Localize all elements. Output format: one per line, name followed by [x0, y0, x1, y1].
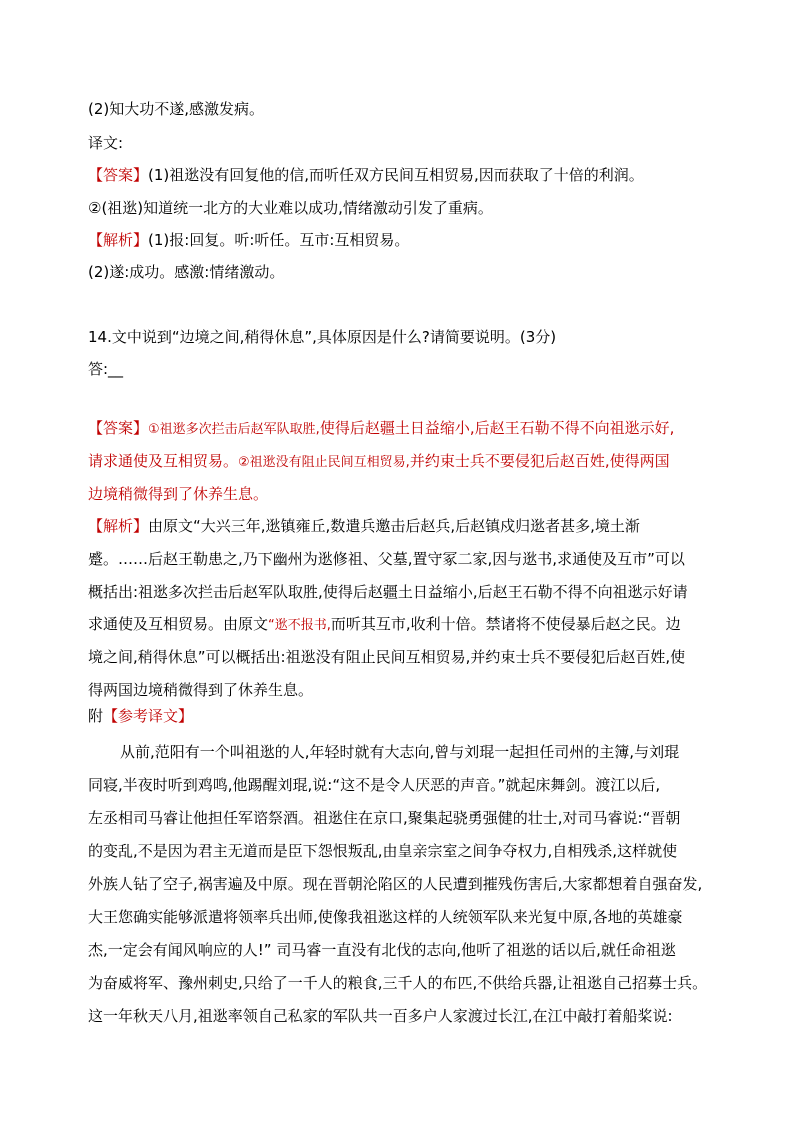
reference-line6: 大王您确实能够派遣将领率兵出师,使像我祖逖这样的人统领军队来光复中原,各地的英雄豪 [88, 908, 683, 926]
answer-14-line3: 边境稍微得到了休养生息。 [88, 485, 269, 503]
analysis-14-line1 [88, 516, 728, 536]
translation-label: 译文: [88, 134, 124, 152]
answer-14-seg2c: 并约束士兵不要侵犯后赵百姓,使得两国 [409, 452, 670, 470]
question-13-part2: (2)知大功不遂,感激发病。 [88, 100, 265, 118]
analysis-14-line3: 概括出:祖逖多次拦击后赵军队取胜,使得后赵疆土日益缩小,后赵王石勒不得不向祖逖示好请 [88, 583, 688, 601]
reference-line5: 外族人钻了空子,祸害遍及中原。现在晋朝沦陷区的人民遭到摧残伤害后,大家都想着自强奋发, [88, 875, 703, 893]
reference-heading [88, 706, 728, 726]
answer-tag: 【答案】 [88, 419, 149, 437]
reference-title: 【参考译文】 [103, 707, 194, 725]
analysis-13-text1: (1)报:回复。听:听任。互市:互相贸易。 [148, 231, 410, 249]
question-14: 14.文中说到“边境之间,稍得休息”,具体原因是什么?请简要说明。(3分) [88, 328, 557, 346]
reference-line1: 从前,范阳有一个叫祖逖的人,年轻时就有大志向,曾与刘琨一起担任司州的主簿,与刘琨 [120, 743, 680, 761]
answer-14-seg1b: 使得后赵疆土日益缩小,后赵王石勒不得不向祖逖示好, [319, 419, 675, 437]
analysis-14-line2: 蹙。……后赵王勒患之,乃下幽州为逖修祖、父墓,置守冢二家,因与逖书,求通使及互市”可以 [88, 550, 685, 568]
reference-line7: 杰,一定会有闻风响应的人!” 司马睿一直没有北伐的志向,他听了祖逖的话以后,就任命祖逖 [88, 941, 676, 959]
reference-line3: 左丞相司马睿让他担任军谘祭酒。祖逖住在京口,聚集起骁勇强健的壮士,对司马睿说:“晋朝 [88, 809, 681, 827]
reference-line2: 同寝,半夜时听到鸡鸣,他踢醒刘琨,说:“这不是令人厌恶的声音。”就起床舞剑。渡江以后, [88, 776, 661, 794]
analysis-13-line1 [88, 230, 728, 250]
answer-13-line2: ②(祖逖)知道统一北方的大业难以成功,情绪激动引发了重病。 [88, 199, 493, 217]
answer-14-line1 [88, 418, 728, 440]
analysis-tag: 【解析】 [88, 517, 149, 535]
analysis-14-line5: 境之间,稍得休息”可以概括出:祖逖没有阻止民间互相贸易,并约束士兵不要侵犯后赵百姓,使 [88, 648, 686, 666]
answer-14-seg1a: ①祖逖多次拦击后赵军队取胜, [148, 422, 320, 437]
analysis-14-line4 [88, 614, 728, 636]
reference-line8: 为奋威将军、豫州刺史,只给了一千人的粮食,三千人的布匹,不供给兵器,让祖逖自己招募士兵。 [88, 974, 708, 992]
answer-13-line1 [88, 165, 728, 185]
analysis-14-seg4a: 求通使及互相贸易。由原文 [88, 615, 269, 633]
analysis-13-line2: (2)遂:成功。感激:情绪激动。 [88, 263, 285, 281]
analysis-14-seg4c: 而听其互市,收利十倍。禁诸将不使侵暴后赵之民。边 [330, 615, 681, 633]
reference-line9: 这一年秋天八月,祖逖率领自己私家的军队共一百多户人家渡过长江,在江中敲打着船桨说: [88, 1007, 673, 1025]
answer-14-seg2a: 请求通使及互相贸易。 [88, 452, 239, 470]
analysis-14-seg4b: “逖不报书, [268, 618, 331, 633]
answer-14-seg2b: ②祖逖没有阻止民间互相贸易, [238, 455, 410, 470]
answer-tag: 【答案】 [88, 166, 149, 184]
answer-14-line2 [88, 451, 728, 473]
analysis-tag: 【解析】 [88, 231, 149, 249]
answer-13-text1: (1)祖逖没有回复他的信,而听任双方民间互相贸易,因而获取了十倍的利润。 [148, 166, 644, 184]
analysis-14-text1: 由原文“大兴三年,逖镇雍丘,数遣兵邀击后赵兵,后赵镇戍归逖者甚多,境土渐 [148, 517, 640, 535]
answer-prompt: 答:__ [88, 360, 124, 378]
reference-line4: 的变乱,不是因为君主无道而是臣下怨恨叛乱,由皇亲宗室之间争夺权力,自相残杀,这样就使 [88, 842, 678, 860]
analysis-14-line6: 得两国边境稍微得到了休养生息。 [88, 681, 314, 699]
attach-label: 附 [88, 707, 104, 725]
